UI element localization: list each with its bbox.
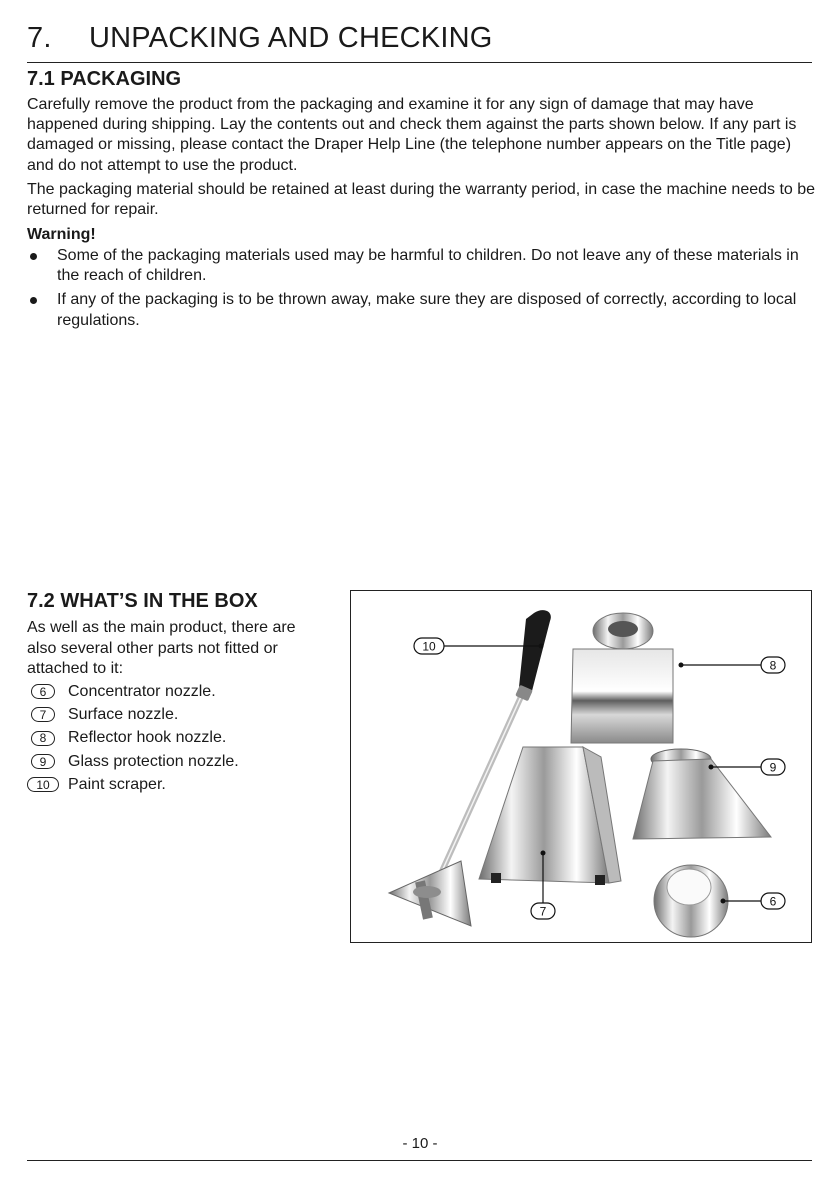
callout-label-6: 6 [769,894,777,909]
parts-list-item [27,727,239,750]
concentrator-nozzle-image [654,865,728,937]
warning-item-text: Some of the packaging materials used may be harmful to children. Do not leave any of these materials in the reach of children. [57,247,799,285]
part-label: Concentrator nozzle. [68,682,216,700]
callout-label-8: 8 [769,658,777,673]
box-intro: As well as the main product, there are also several other parts not fitted or attached to it: [27,619,296,677]
section-title-text: UNPACKING AND CHECKING [89,22,493,54]
section-number: 7. [27,22,52,54]
packaging-paragraph-2: The packaging material should be retained at least during the warranty period, in case the machine needs to be returned for repair. [27,181,816,219]
parts-list-item [27,680,239,703]
packaging-heading: 7.1 PACKAGING [27,68,182,90]
packaging-paragraph-1: Carefully remove the product from the packaging and examine it for any sign of damage that may have happened during shipping. Lay the contents out and check them against the parts shown below. If any part is damaged or missing, please contact the Draper Help Line (the telephone number appears on the Title page) and do not attempt to use the product. [27,96,797,174]
section-title [27,22,492,55]
surface-nozzle-image [479,747,621,885]
callout-label-9: 9 [769,760,777,775]
part-label: Glass protection nozzle. [68,752,239,770]
box-heading: 7.2 WHAT’S IN THE BOX [27,590,258,612]
callout-label-7: 7 [539,904,547,919]
parts-figure [350,590,812,943]
warning-item [27,246,817,286]
reflector-hook-nozzle-image [571,613,673,743]
parts-illustration [351,591,813,944]
page-number: - 10 - [402,1135,438,1152]
part-number-badge: 6 [31,684,55,699]
part-label: Surface nozzle. [68,705,179,723]
title-divider [27,62,812,63]
parts-list [27,680,239,796]
parts-list-item [27,773,239,796]
parts-list-item [27,703,239,726]
callout-label-10: 10 [422,639,436,654]
part-number-badge: 7 [31,707,55,722]
warning-label: Warning! [27,226,96,243]
part-label: Reflector hook nozzle. [68,729,227,747]
glass-protection-nozzle-image [633,749,771,839]
footer-divider [27,1160,812,1161]
part-number-badge: 8 [31,731,55,746]
part-number-badge: 10 [27,777,59,792]
part-label: Paint scraper. [68,775,166,793]
warning-item [27,290,817,330]
bullet-icon [30,253,37,260]
part-number-badge: 9 [31,754,55,769]
warning-list [27,246,817,335]
parts-list-item [27,750,239,773]
bullet-icon [30,297,37,304]
warning-item-text: If any of the packaging is to be thrown away, make sure they are disposed of correctly, according to local regulations. [57,291,797,329]
